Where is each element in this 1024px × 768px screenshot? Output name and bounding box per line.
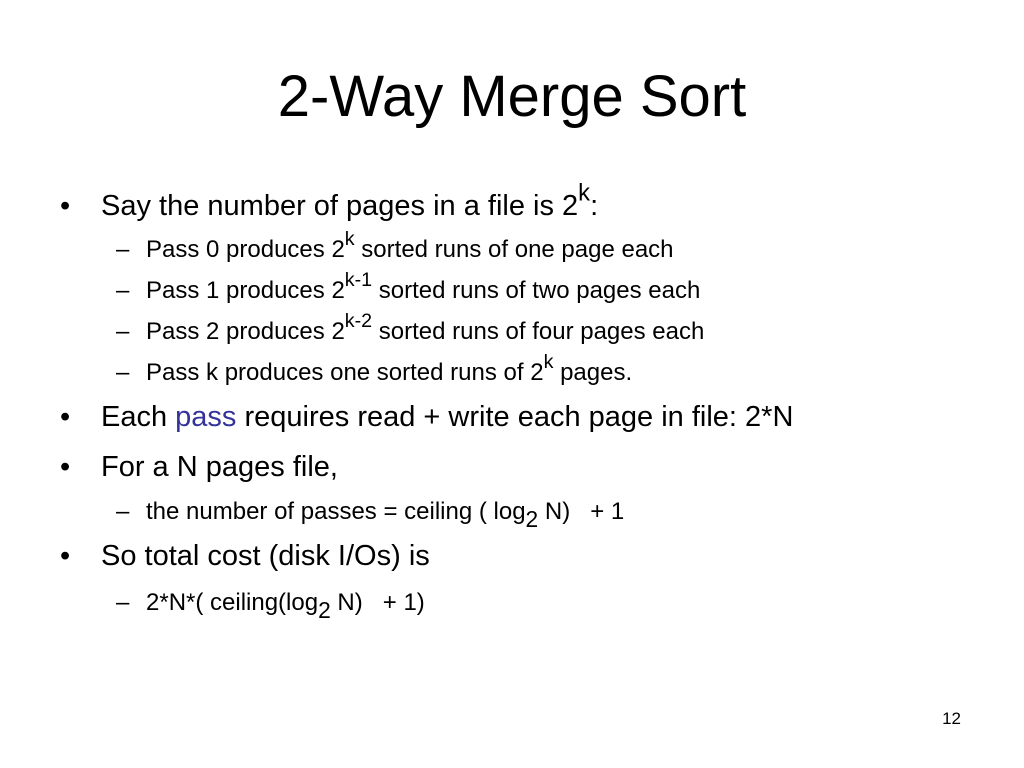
bullet-text: requires read + write each page in file: 2*N xyxy=(236,401,794,433)
sub-bullet-item xyxy=(116,350,633,387)
sub-bullet-item xyxy=(116,498,625,533)
sub-bullet-text: 2*N*( ceiling(log xyxy=(146,589,319,616)
superscript: k xyxy=(543,350,554,373)
dash-icon: – xyxy=(116,318,130,345)
dash-icon: – xyxy=(116,498,130,525)
sub-bullet-text: N) + 1 xyxy=(538,498,625,525)
sub-bullet-text: N) + 1) xyxy=(330,589,425,616)
sub-bullet-text: Pass 2 produces 2 xyxy=(146,318,345,345)
subscript: 2 xyxy=(525,506,539,533)
sub-bullet-text: pages. xyxy=(553,359,633,386)
dash-icon: – xyxy=(116,359,130,386)
sub-bullet-item xyxy=(116,227,674,264)
sub-bullet-item xyxy=(116,589,425,624)
superscript: k-2 xyxy=(344,309,373,332)
dash-icon: – xyxy=(116,277,130,304)
highlighted-term: pass xyxy=(175,401,237,433)
bullet-text: : xyxy=(590,190,599,222)
bullet-text: For a N pages file, xyxy=(101,451,338,483)
superscript: k xyxy=(578,179,591,207)
sub-bullet-text: sorted runs of four pages each xyxy=(372,318,705,345)
bullet-icon: • xyxy=(60,401,71,433)
slide-title: 2-Way Merge Sort xyxy=(277,64,747,129)
bullet-text: So total cost (disk I/Os) is xyxy=(101,540,430,572)
subscript: 2 xyxy=(318,597,331,624)
bullet-item xyxy=(60,401,794,434)
sub-bullet-text: the number of passes = ceiling ( log xyxy=(146,498,526,525)
sub-bullet-text: Pass k produces one sorted runs of 2 xyxy=(146,359,544,386)
bullet-icon: • xyxy=(60,451,71,483)
bullet-item xyxy=(60,540,430,573)
sub-bullet-item xyxy=(116,268,701,305)
sub-bullet-text: Pass 0 produces 2 xyxy=(146,236,345,263)
bullet-text: Each xyxy=(101,401,176,433)
sub-bullet-item xyxy=(116,309,705,346)
sub-bullet-text: Pass 1 produces 2 xyxy=(146,277,345,304)
dash-icon: – xyxy=(116,589,130,616)
dash-icon: – xyxy=(116,236,130,263)
sub-bullet-text: sorted runs of one page each xyxy=(354,236,674,263)
bullet-text: Say the number of pages in a file is 2 xyxy=(101,190,579,222)
bullet-icon: • xyxy=(60,540,71,572)
bullet-icon: • xyxy=(60,190,71,222)
sub-bullet-text: sorted runs of two pages each xyxy=(372,277,701,304)
page-number: 12 xyxy=(942,709,961,728)
bullet-item xyxy=(60,451,338,484)
superscript: k xyxy=(344,227,355,250)
bullet-item xyxy=(60,179,599,223)
superscript: k-1 xyxy=(344,268,373,291)
